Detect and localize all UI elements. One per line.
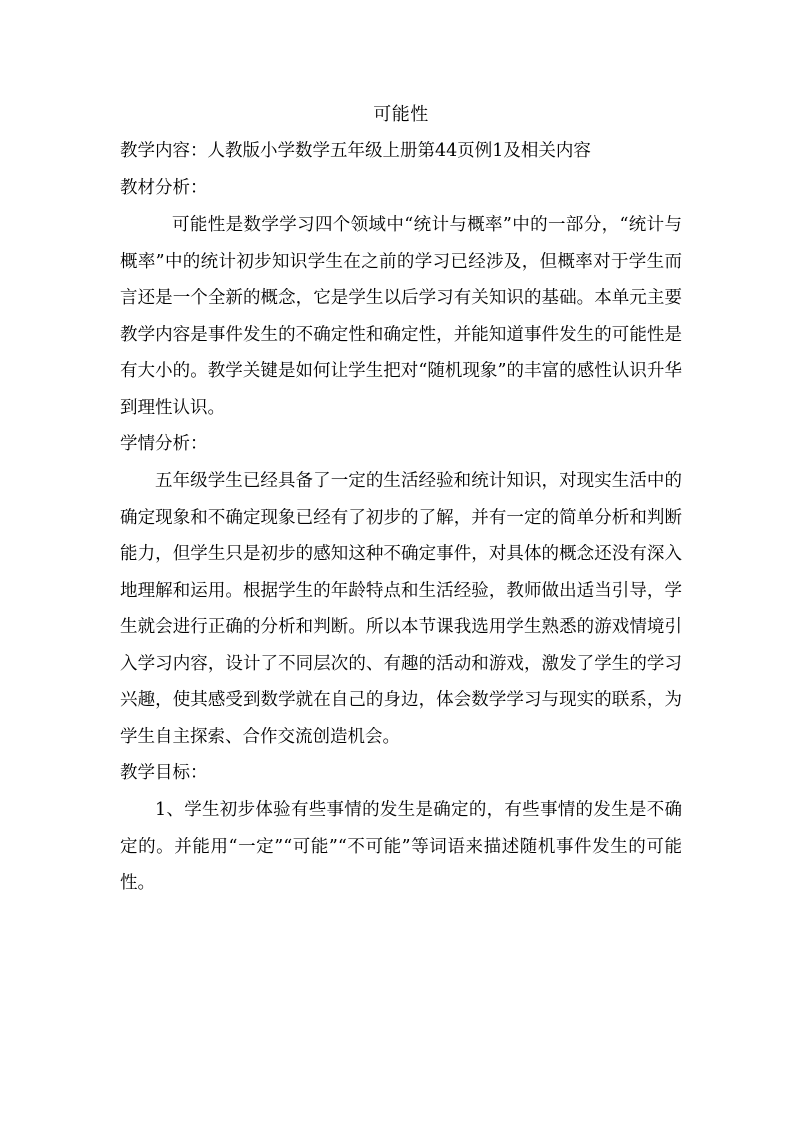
- material-analysis-heading: 教材分析：: [120, 178, 208, 198]
- document-title: 可能性: [373, 104, 429, 125]
- teaching-content-line: 教学内容：人教版小学数学五年级上册第44页例1及相关内容: [120, 141, 591, 161]
- material-analysis-paragraph: 可能性是数学学习四个领域中“统计与概率”中的一部分，“统计与概率”中的统计初步知识学生在之前的学习已经涉及，但概率对于学生而言还是一个全新的概念，它是学生以后学习有关知识的基础。本单元主要教学内容是事件发生的不确定性和确定性，并能知道事件发生的可能性是有大小的。教学关键是如何让学生把对“随机现象”的丰富的感性认识升华到理性认识。: [120, 215, 682, 418]
- document-page: [120, 102, 682, 902]
- student-analysis-heading: 学情分析：: [120, 434, 208, 454]
- student-analysis-paragraph: 五年级学生已经具备了一定的生活经验和统计知识，对现实生活中的确定现象和不确定现象已经有了初步的了解，并有一定的简单分析和判断能力，但学生只是初步的感知这种不确定事件，对具体的概念还没有深入地理解和运用。根据学生的年龄特点和生活经验，教师做出适当引导，学生就会进行正确的分析和判断。所以本节课我选用学生熟悉的游戏情境引入学习内容，设计了不同层次的、有趣的活动和游戏，激发了学生的学习兴趣，使其感受到数学就在自己的身边，体会数学学习与现实的联系，为学生自主探索、合作交流创造机会。: [120, 471, 682, 747]
- teaching-goals-heading: 教学目标：: [120, 763, 208, 783]
- teaching-goal-item: 1、学生初步体验有些事情的发生是确定的，有些事情的发生是不确定的。并能用“一定”“可能”“不可能”等词语来描述随机事件发生的可能性。: [120, 800, 682, 893]
